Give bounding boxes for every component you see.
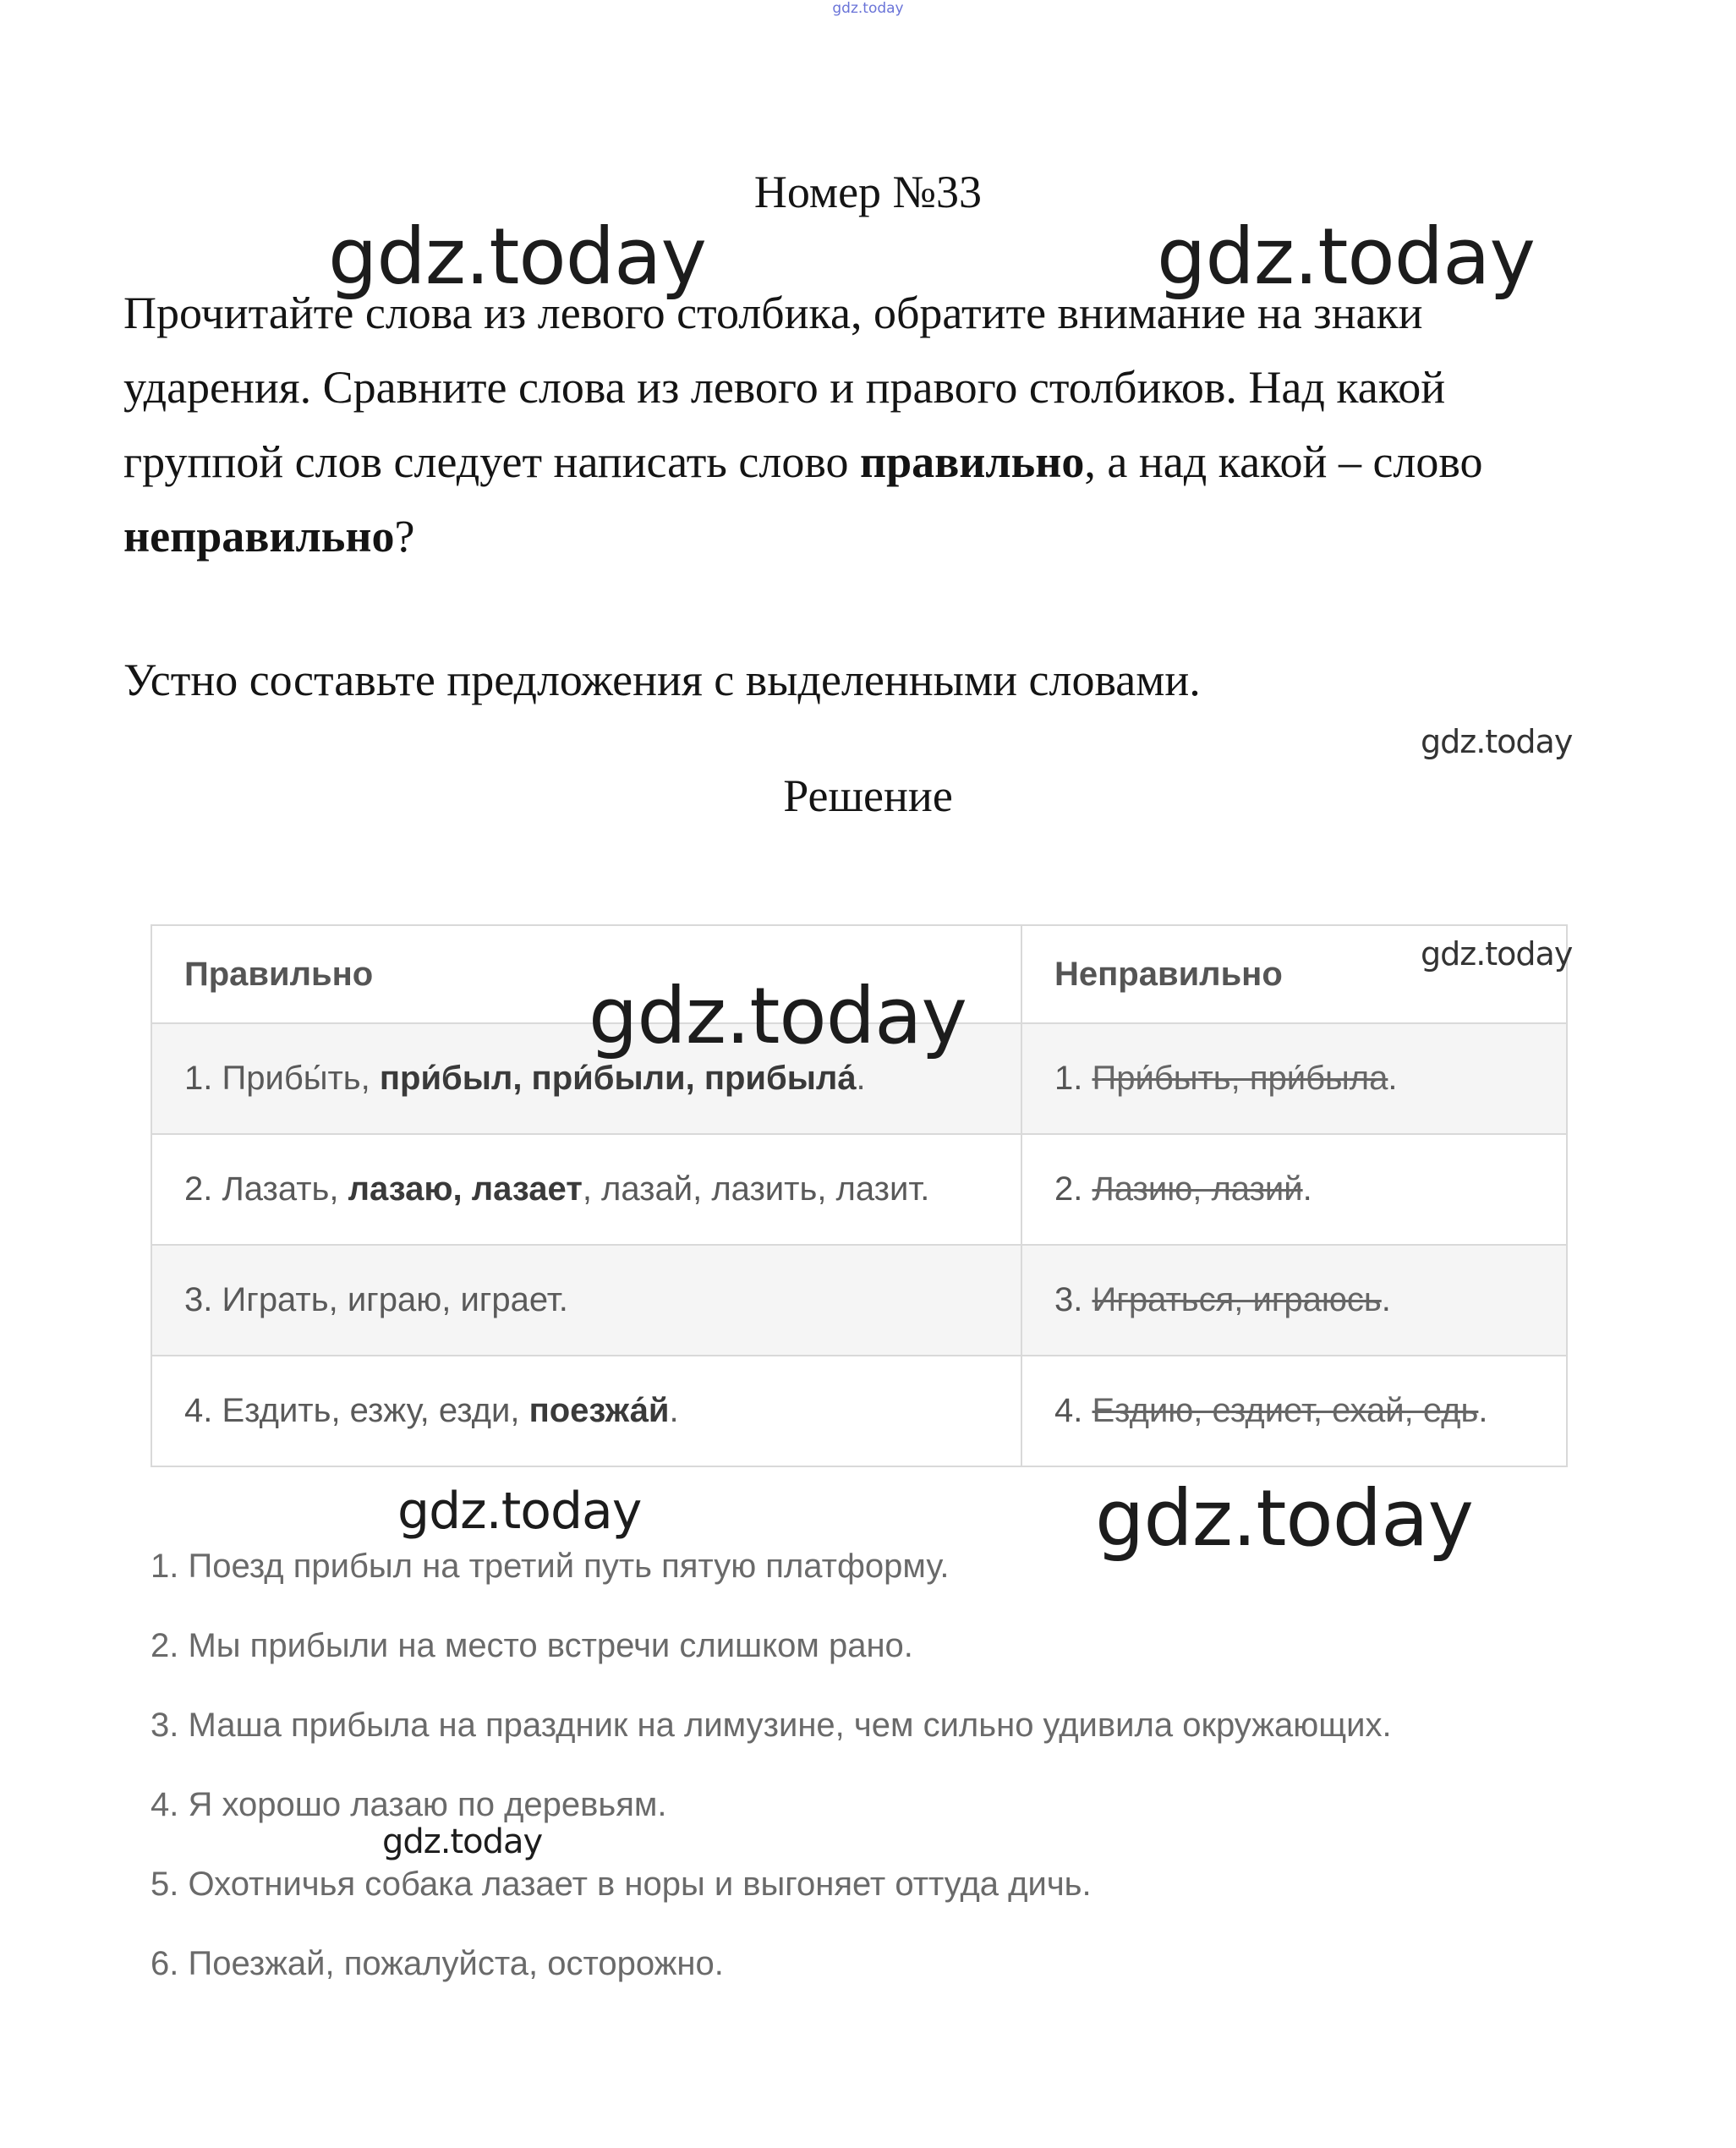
row-number: 3. [184,1281,213,1318]
incorrect-cell [1022,1356,1566,1466]
sentence-text: Поезжай, пожалуйста, осторожно. [178,1945,724,1982]
row-number: 4. [1054,1392,1083,1429]
sentence-number: 1. [151,1548,179,1585]
row-number: 1. [184,1060,213,1097]
table-row [152,1355,1566,1466]
highlighted-words: при́был, при́были, прибыла́ [379,1060,857,1097]
task-part-1: Прочитайте слова из левого столбика, обратите внимание на знаки ударения. Сравните слова из левого и правого столбиков. Над какой группой слов следует написать слово [123,288,1446,487]
watermark-text: gdz.today [397,1482,642,1541]
sentence-text: Мы прибыли на место встречи слишком рано. [178,1627,913,1664]
solution-heading: Решение [783,770,953,821]
list-item [151,1939,1639,2019]
sentence-text: Я хорошо лазаю по деревьям. [178,1786,667,1823]
sentence-number: 2. [151,1627,179,1664]
row-number: 2. [184,1170,213,1208]
highlighted-words: поезжа́й [528,1392,670,1429]
table-row [152,1244,1566,1355]
task-bold-correct: правильно [859,436,1085,487]
correct-cell [152,1356,1022,1466]
table-row [152,1133,1566,1244]
correct-cell [152,1246,1022,1355]
watermark-text: gdz.today [1421,723,1573,760]
sentence-text: Маша прибыла на праздник на лимузине, чем сильно удивила окружающих. [178,1707,1392,1744]
tail-words: . [669,1392,679,1429]
list-item [151,1701,1639,1780]
watermark-text: gdz.today [1095,1473,1473,1564]
task-part-3: ? [394,511,415,562]
sentence-text: Охотничья собака лазает в норы и выгоняет оттуда дичь. [178,1866,1092,1903]
top-watermark: gdz.today [832,0,904,17]
tail-punct: . [1381,1281,1391,1318]
incorrect-cell [1022,1246,1566,1355]
plain-words: Ездить, езжу, езди, [212,1392,529,1429]
task-part-2: , а над какой – слово [1084,436,1483,487]
plain-words: Лазать, [212,1170,348,1208]
list-item [151,1860,1639,1939]
tail-words: , лазай, лазить, лазит. [582,1170,930,1208]
oral-task-text: Устно составьте предложения с выделенными словами. [123,655,1201,705]
sentence-number: 4. [151,1786,179,1823]
header-correct: Правильно [152,926,1022,1022]
row-number: 4. [184,1392,213,1429]
list-item [151,1780,1639,1860]
struck-words: Ездию, ездиет, ехай, едь [1092,1392,1479,1429]
page-title: Номер №33 [753,167,983,217]
header-incorrect: Неправильно [1054,955,1283,993]
struck-words: Лазию, лазий [1092,1170,1303,1208]
watermark-text: gdz.today [1157,211,1535,302]
struck-words: При́быть, при́была [1092,1060,1388,1097]
correct-cell [152,1135,1022,1244]
row-number: 2. [1054,1170,1083,1208]
plain-words: Прибы́ть, [212,1060,380,1097]
sentence-number: 6. [151,1945,179,1982]
tail-punct: . [1302,1170,1312,1208]
watermark-text: gdz.today [382,1822,543,1861]
highlighted-words: лазаю, лазает [348,1170,583,1208]
watermark-text: gdz.today [589,971,967,1061]
list-item [151,1621,1639,1701]
task-bold-incorrect: неправильно [123,511,395,562]
example-sentences [151,1542,1639,2019]
struck-words: Играться, играюсь [1092,1281,1382,1318]
task-text [123,276,1612,573]
sentence-text: Поезд прибыл на третий путь пятую платформу. [178,1548,950,1585]
incorrect-cell [1022,1024,1566,1133]
tail-punct: . [1388,1060,1398,1097]
tail-punct: . [1478,1392,1488,1429]
sentence-number: 5. [151,1866,179,1903]
plain-words: Играть, играю, играет. [212,1281,568,1318]
watermark-text: gdz.today [1421,935,1573,973]
incorrect-cell [1022,1135,1566,1244]
tail-words: . [856,1060,866,1097]
row-number: 1. [1054,1060,1083,1097]
sentence-number: 3. [151,1707,179,1744]
watermark-text: gdz.today [328,211,706,302]
row-number: 3. [1054,1281,1083,1318]
